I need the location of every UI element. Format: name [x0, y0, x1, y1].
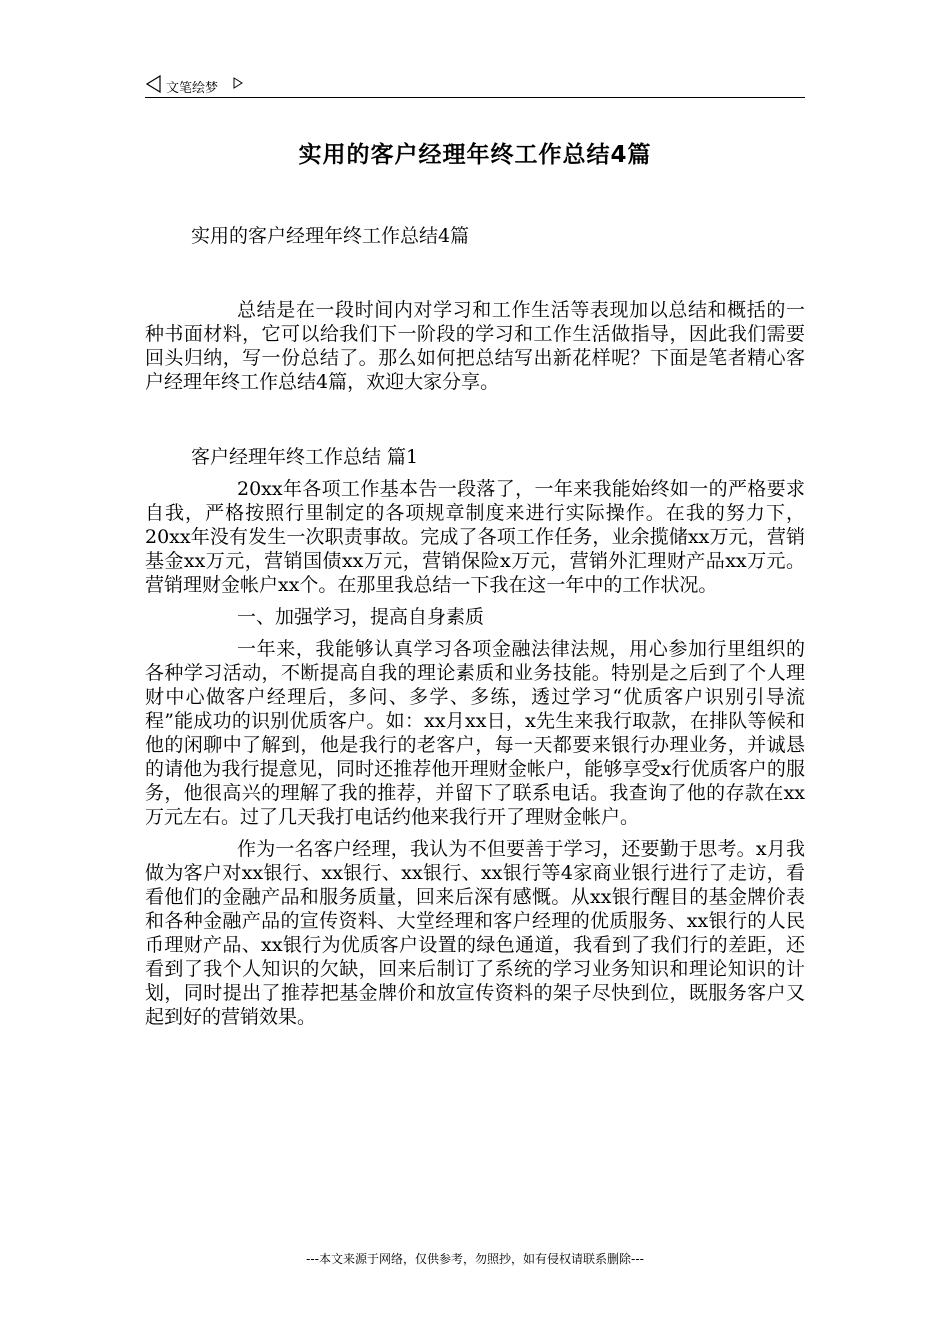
body-paragraph: 作为一名客户经理，我认为不但要善于学习，还要勤于思考。x月我做为客户对xx银行、xx银行、xx银行、xx银行等4家商业银行进行了走访，看看他们的金融产品和服务质量，回来后深有感慨。从xx银行醒目的基金牌价表和各种金融产品的宣传资料、大堂经理和客户经理的优质服务、xx银行的人民币理财产品、xx银行为优质客户设置的绿色通道，我看到了我们行的差距，还看到了我个人知识的欠缺，回来后制订了系统的学习业务知识和理论知识的计划，同时提出了推荐把基金牌价和放宣传资料的架子尽快到位，既服务客户又起到好的营销效果。: [145, 838, 805, 1028]
footer-disclaimer: ---本文来源于网络，仅供参考，勿照抄，如有侵权请联系删除---: [306, 1252, 644, 1266]
intro-paragraph: 总结是在一段时间内对学习和工作生活等表现加以总结和概括的一种书面材料，它可以给我们下一阶段的学习和工作生活做指导，因此我们需要回头归纳，写一份总结了。那么如何把总结写出新花样呢？下面是笔者精心客户经理年终工作总结4篇，欢迎大家分享。: [145, 299, 805, 393]
header-divider: [145, 97, 805, 98]
document-subtitle: 实用的客户经理年终工作总结4篇: [191, 225, 470, 247]
header-brand: 文笔绘梦: [166, 81, 219, 96]
page-header: [145, 74, 805, 98]
body-paragraph: 20xx年各项工作基本告一段落了，一年来我能始终如一的严格要求自我，严格按照行里制定的各项规章制度来进行实际操作。在我的努力下，20xx年没有发生一次职责事故。完成了各项工作任务，业余揽储xx万元，营销基金xx万元，营销国债xx万元，营销保险x万元，营销外汇理财产品xx万元。营销理财金帐户xx个。在那里我总结一下我在这一年中的工作状况。: [145, 478, 805, 596]
document-body: [145, 224, 805, 1029]
body-paragraph: 一年来，我能够认真学习各项金融法律法规，用心参加行里组织的各种学习活动，不断提高自我的理论素质和业务技能。特别是之后到了个人理财中心做客户经理后，多问、多学、多练，透过学习“优质客户识别引导流程”能成功的识别优质客户。如：xx月xx日，x先生来我行取款，在排队等候和他的闲聊中了解到，他是我行的老客户，每一天都要来银行办理业务，并诚恳的请他为我行提意见，同时还推荐他开理财金帐户，能够享受x行优质客户的服务，他很高兴的理解了我的推荐，并留下了联系电话。我查询了他的存款在xx万元左右。过了几天我打电话约他来我行开了理财金帐户。: [145, 638, 805, 828]
triangle-left-icon: [145, 75, 163, 93]
section-heading: 客户经理年终工作总结 篇1: [191, 446, 419, 468]
subsection-heading: 一、加强学习，提高自身素质: [237, 606, 485, 628]
document-title: 实用的客户经理年终工作总结4篇: [298, 142, 652, 168]
triangle-right-icon: [233, 77, 243, 89]
